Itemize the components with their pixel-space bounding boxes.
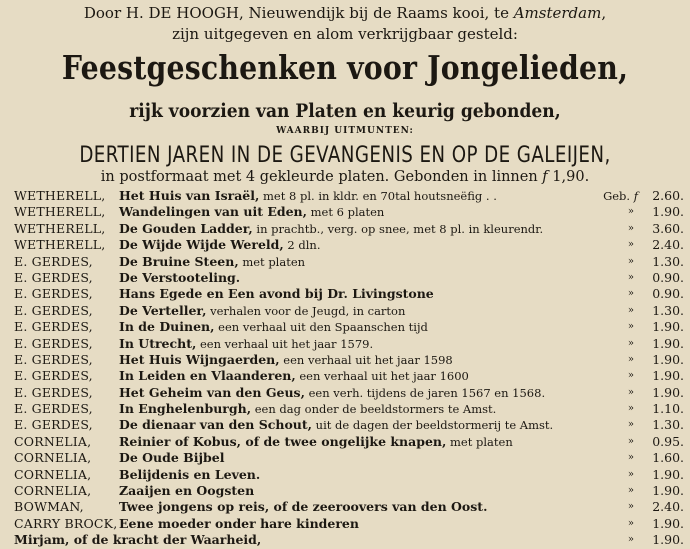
- book-details: een verhaal uit het jaar 1579.: [196, 336, 374, 351]
- book-author: WETHERELL,: [14, 204, 106, 220]
- book-row: [14, 532, 684, 548]
- book-price: 3.60.: [652, 220, 684, 236]
- book-title: Eene moeder onder hare kinderen: [119, 515, 359, 531]
- book-author: E. GERDES,: [14, 286, 93, 302]
- book-author: E. GERDES,: [14, 384, 93, 400]
- book-description: [119, 352, 453, 368]
- book-description: [119, 434, 513, 450]
- book-price: 0.90.: [652, 269, 684, 285]
- book-details: een verhaal uit het jaar 1600: [295, 369, 469, 384]
- book-title: Zaaijen en Oogsten: [119, 483, 255, 499]
- book-description: [14, 532, 261, 548]
- florin-symbol: f: [633, 189, 638, 203]
- book-author: BOWMAN,: [14, 499, 84, 515]
- book-details: met platen: [238, 254, 306, 269]
- book-price: 1.30.: [652, 417, 684, 433]
- book-price: 0.90.: [652, 286, 684, 302]
- book-title: In de Duinen,: [119, 319, 215, 335]
- book-details: in prachtb., verg. op snee, met 8 pl. in kleurendr.: [252, 221, 544, 236]
- book-title: In Utrecht,: [119, 335, 197, 351]
- book-author: E. GERDES,: [14, 319, 93, 335]
- book-author: E. GERDES,: [14, 417, 93, 433]
- book-row: [14, 516, 684, 532]
- book-title: Mirjam, of de kracht der Waarheid,: [14, 532, 262, 548]
- book-details: een verhaal uit het jaar 1598: [279, 352, 453, 367]
- book-price: 1.60.: [652, 450, 684, 466]
- book-description: [119, 336, 373, 352]
- book-price: 2.40.: [652, 237, 684, 253]
- book-row: [14, 336, 684, 352]
- book-description: [119, 450, 224, 466]
- book-description: [119, 221, 543, 237]
- book-details: verhalen voor de Jeugd, in carton: [206, 303, 406, 318]
- book-author: WETHERELL,: [14, 188, 106, 203]
- book-author: E. GERDES,: [14, 302, 93, 318]
- ditto-mark: »: [627, 337, 634, 349]
- book-title: De Bruine Steen,: [119, 253, 239, 269]
- book-author: E. GERDES,: [14, 351, 93, 367]
- book-price: 2.40.: [652, 499, 684, 515]
- book-author: E. GERDES,: [14, 335, 93, 351]
- ditto-mark: »: [627, 353, 634, 365]
- book-price: 2.60.: [652, 188, 684, 203]
- book-price: 1.90.: [652, 368, 684, 384]
- book-author: E. GERDES,: [14, 253, 93, 269]
- book-author: CARRY BROCK,: [14, 515, 118, 531]
- book-title: De Oude Bijbel: [119, 450, 225, 466]
- publisher-city: Amsterdam: [513, 4, 602, 22]
- featured-description: [0, 169, 690, 185]
- ditto-mark: »: [627, 468, 634, 480]
- featured-price: 1,90.: [547, 169, 590, 185]
- book-title: De Verteller,: [119, 302, 207, 318]
- ditto-mark: »: [627, 386, 634, 398]
- ditto-mark: »: [627, 403, 634, 415]
- book-title: De dienaar van den Schout,: [119, 417, 313, 433]
- ditto-mark: »: [627, 304, 634, 316]
- ditto-mark: »: [627, 501, 634, 513]
- ditto-mark: »: [627, 517, 634, 529]
- book-price: 1.30.: [652, 253, 684, 269]
- book-description: [119, 385, 545, 401]
- book-author: E. GERDES,: [14, 368, 93, 384]
- book-title: Belijdenis en Leven.: [119, 466, 261, 482]
- book-description: [119, 467, 260, 483]
- book-price: 1.90.: [652, 335, 684, 351]
- ditto-mark: »: [627, 239, 634, 251]
- book-row: [14, 417, 684, 433]
- book-description: [119, 516, 359, 532]
- book-row: [14, 254, 684, 270]
- book-price: 1.90.: [652, 351, 684, 367]
- book-description: [119, 303, 405, 319]
- bound-text: Geb.: [603, 189, 634, 203]
- publisher-text: Door H. DE HOOGH, Nieuwendijk bij de Raams kooi, te: [83, 4, 514, 22]
- ditto-mark: »: [627, 206, 634, 218]
- ad-title: Feestgeschenken voor Jongelieden,: [61, 48, 629, 87]
- book-row: [14, 368, 684, 384]
- book-description: [119, 319, 428, 335]
- book-row: [14, 286, 684, 302]
- book-details: uit de dagen der beeldstormerij te Amst.: [312, 418, 554, 433]
- featured-title: DERTIEN JAREN IN DE GEVANGENIS EN OP DE GALEIJEN,: [79, 143, 611, 168]
- ditto-mark: »: [627, 255, 634, 267]
- book-description: [119, 368, 469, 384]
- book-row: [14, 303, 684, 319]
- book-title: Reinier of Kobus, of de twee ongelijke knapen,: [119, 433, 447, 449]
- book-description: [119, 204, 384, 220]
- book-row: [14, 237, 684, 253]
- book-author: CORNELIA,: [14, 466, 92, 482]
- book-row: [14, 352, 684, 368]
- book-row: [14, 467, 684, 483]
- book-title: Het Huis Wijngaerden,: [119, 351, 280, 367]
- book-details: 2 dln.: [283, 238, 321, 253]
- book-price: 1.90.: [652, 204, 684, 220]
- book-row: [14, 401, 684, 417]
- book-description: [119, 286, 434, 302]
- book-author: E. GERDES,: [14, 269, 93, 285]
- featured-desc-text: in postformaat met 4 gekleurde platen. Gebonden in linnen: [100, 169, 543, 185]
- book-price: 1.90.: [652, 466, 684, 482]
- book-description: [119, 417, 553, 433]
- book-price: 0.95.: [652, 433, 684, 449]
- ditto-mark: »: [627, 419, 634, 431]
- book-title: In Enghelenburgh,: [119, 401, 252, 417]
- book-price: 1.90.: [652, 384, 684, 400]
- book-row: [14, 319, 684, 335]
- book-row: [14, 434, 684, 450]
- book-row: [14, 385, 684, 401]
- book-details: met 8 pl. in kldr. en 70tal houtsneëfig . .: [259, 189, 497, 203]
- book-details: een verh. tijdens de jaren 1567 en 1568.: [304, 385, 546, 400]
- publisher-comma: ,: [601, 4, 607, 22]
- book-row: [14, 270, 684, 286]
- book-author: WETHERELL,: [14, 220, 106, 236]
- ditto-mark: »: [627, 485, 634, 497]
- availability-line: zijn uitgegeven en alom verkrijgbaar gesteld:: [172, 25, 518, 43]
- publisher-line: [0, 4, 690, 22]
- ditto-mark: »: [627, 271, 634, 283]
- book-description: [119, 401, 496, 417]
- ditto-mark: »: [627, 321, 634, 333]
- florin-symbol: f: [542, 169, 548, 185]
- book-details: een dag onder de beeldstormers te Amst.: [251, 402, 497, 417]
- book-title: Wandelingen van uit Eden,: [119, 204, 307, 220]
- book-author: E. GERDES,: [14, 401, 93, 417]
- book-author: WETHERELL,: [14, 237, 106, 253]
- book-title: Twee jongens op reis, of de zeeroovers van den Oost.: [119, 499, 488, 515]
- book-description: [119, 188, 497, 204]
- book-price: 1.30.: [652, 302, 684, 318]
- ditto-mark: »: [627, 534, 634, 546]
- book-title: De Verstooteling.: [119, 269, 241, 285]
- book-row: [14, 188, 684, 204]
- ditto-mark: »: [627, 435, 634, 447]
- book-price: 1.90.: [652, 319, 684, 335]
- ad-subtitle: rijk voorzien van Platen en keurig gebonden,: [129, 100, 561, 122]
- book-row: [14, 204, 684, 220]
- book-price: 1.90.: [652, 483, 684, 499]
- book-author: CORNELIA,: [14, 433, 92, 449]
- book-title: In Leiden en Vlaanderen,: [119, 368, 296, 384]
- book-description: [119, 237, 321, 253]
- book-description: [119, 254, 305, 270]
- featured-intro: WAARBIJ UITMUNTEN:: [276, 126, 414, 136]
- book-row: [14, 499, 684, 515]
- book-details: een verhaal uit den Spaanschen tijd: [214, 320, 428, 335]
- ditto-mark: »: [627, 452, 634, 464]
- ditto-mark: »: [627, 370, 634, 382]
- book-price: 1.90.: [652, 515, 684, 531]
- book-title: Hans Egede en Een avond bij Dr. Livingstone: [119, 286, 434, 302]
- book-description: [119, 483, 254, 499]
- ditto-mark: »: [627, 288, 634, 300]
- ditto-mark: »: [627, 222, 634, 234]
- book-price: 1.90.: [652, 532, 684, 548]
- book-title: Het Geheim van den Geus,: [119, 384, 305, 400]
- book-description: [119, 499, 487, 515]
- book-author: CORNELIA,: [14, 483, 92, 499]
- book-row: [14, 221, 684, 237]
- book-title: De Gouden Ladder,: [119, 220, 253, 236]
- book-details: met 6 platen: [306, 205, 385, 220]
- book-description: [119, 270, 240, 286]
- book-title: De Wijde Wijde Wereld,: [119, 237, 284, 253]
- bound-label: [603, 188, 638, 204]
- book-row: [14, 483, 684, 499]
- book-list: [14, 188, 684, 549]
- book-price: 1.10.: [652, 401, 684, 417]
- book-row: [14, 450, 684, 466]
- book-details: met platen: [446, 434, 513, 449]
- book-author: CORNELIA,: [14, 450, 92, 466]
- book-title: Het Huis van Israël,: [119, 188, 260, 203]
